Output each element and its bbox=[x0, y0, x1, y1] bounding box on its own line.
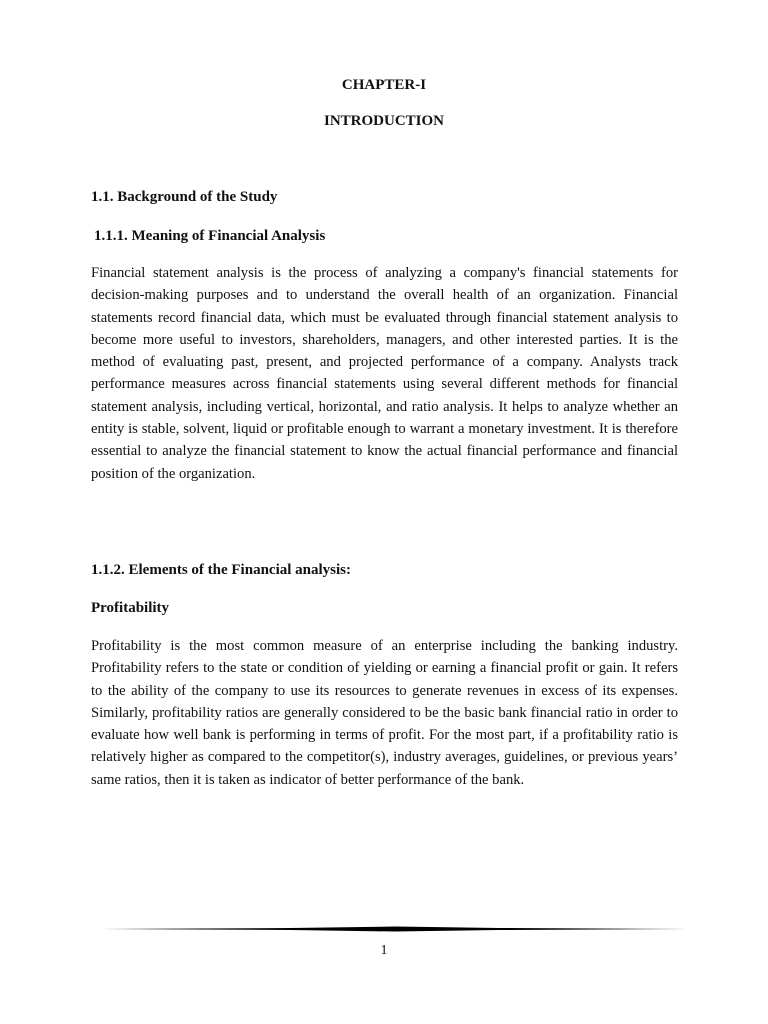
page-number: 1 bbox=[380, 943, 388, 958]
subsection-heading-elements: 1.1.2. Elements of the Financial analysis: bbox=[91, 562, 352, 578]
paragraph-financial-analysis: Financial statement analysis is the process of analyzing a company's financial statements for decision-making purposes and to understand the overall health of an organization. Financial statements record financial data, which must be evaluated through financial statement analysis to become more useful to investors, shareholders, managers, and other interested parties. It is the method of evaluating past, present, and projected performance of a company. Analysts track performance measures across financial statements using several different methods for financial statement analysis, including vertical, horizontal, and ratio analysis. It helps to analyze whether an entity is stable, solvent, liquid or profitable enough to warrant a monetary investment. It is therefore essential to analyze the financial statement to know the actual financial performance and financial position of the organization. bbox=[91, 265, 678, 482]
paragraph-profitability: Profitability is the most common measure of an enterprise including the banking industry. Profitability refers to the state or condition of yielding or earning a financial profit or gain. It refers to the ability of the company to use its resources to generate revenues in excess of its expenses. Similarly, profitability ratios are generally considered to be the basic bank financial ratio in order to evaluate how well bank is performing in terms of profit. For the most part, if a profitability ratio is relatively higher as compared to the competitor(s), industry averages, guidelines, or previous years’ same ratios, then it is taken as indicator of better performance of the bank. bbox=[91, 638, 678, 788]
chapter-title: INTRODUCTION bbox=[323, 113, 444, 129]
subheading-profitability: Profitability bbox=[91, 600, 170, 616]
footer-rule bbox=[101, 925, 689, 933]
chapter-label: CHAPTER-I bbox=[341, 77, 427, 93]
section-heading-background: 1.1. Background of the Study bbox=[91, 189, 278, 205]
subsection-heading-meaning: 1.1.1. Meaning of Financial Analysis bbox=[94, 228, 326, 244]
